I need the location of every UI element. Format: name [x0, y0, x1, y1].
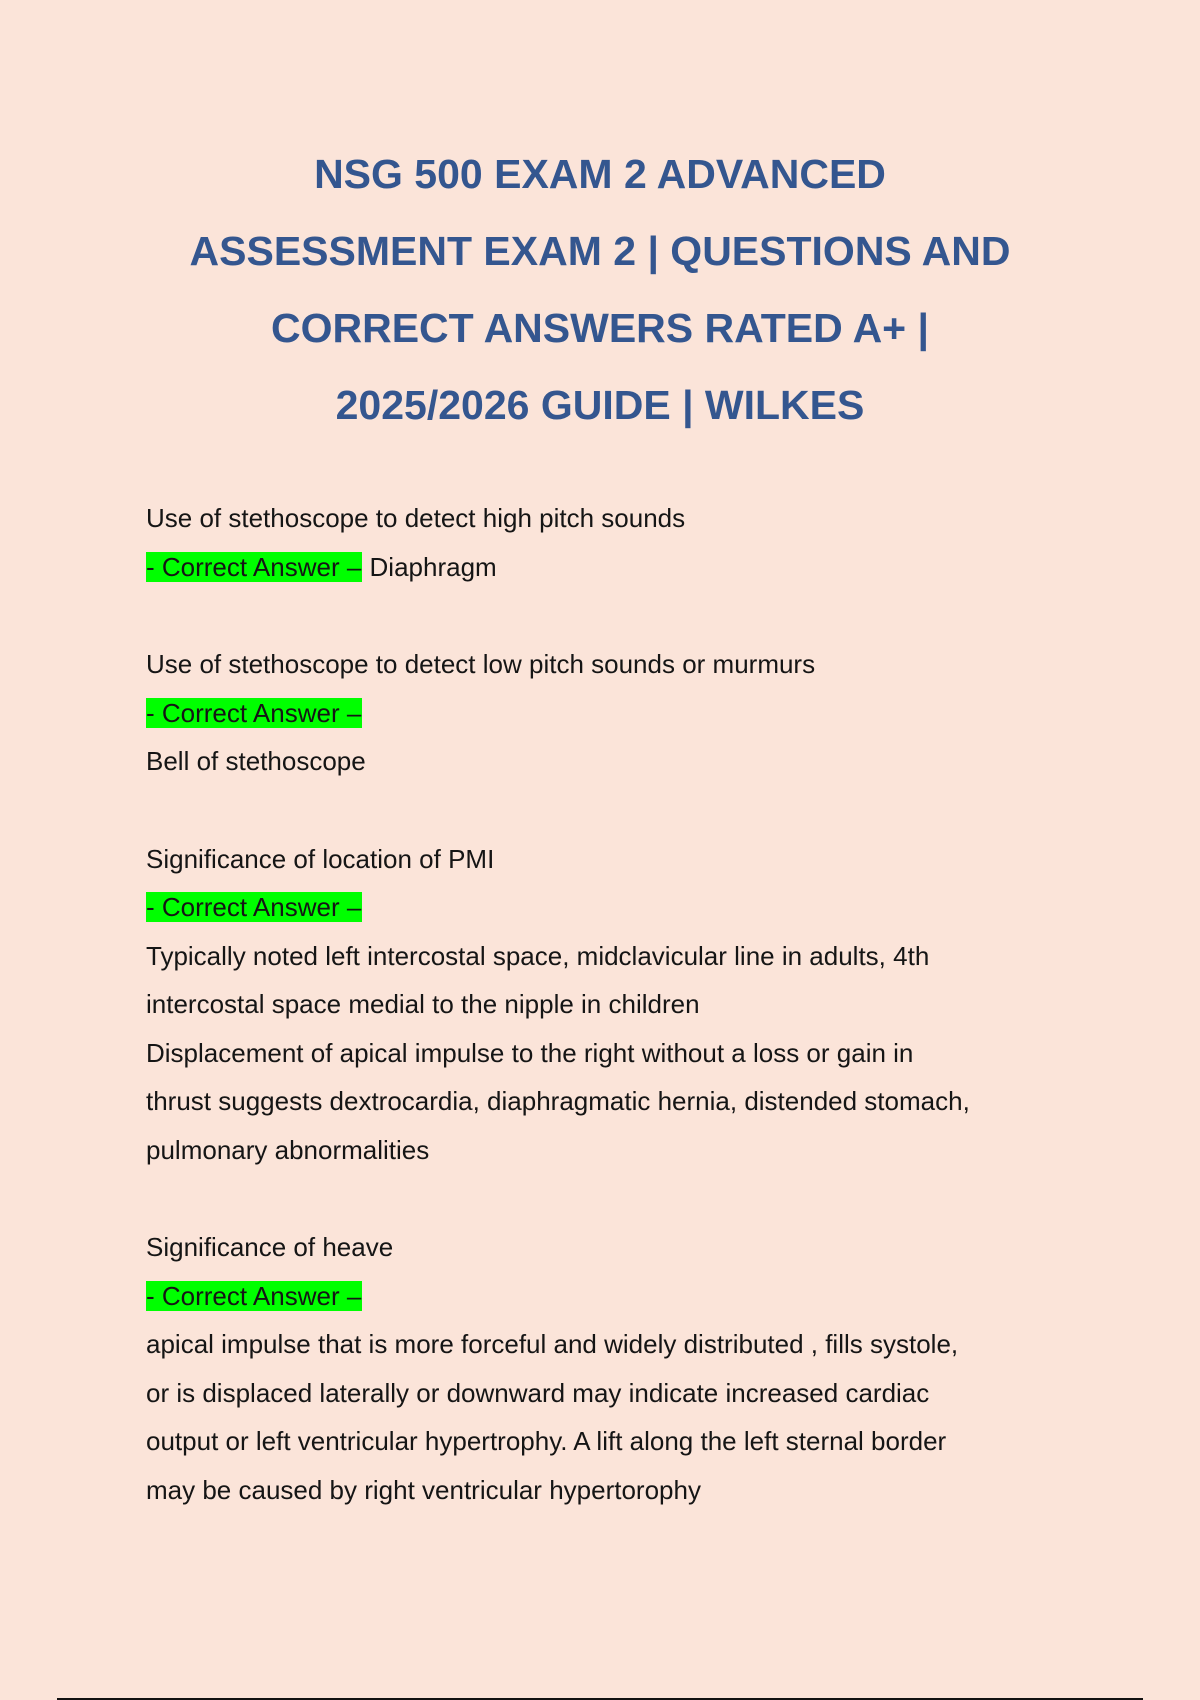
answer-marker-line: [146, 883, 1076, 932]
answer-text: intercostal space medial to the nipple in children: [146, 989, 700, 1019]
answer-text: thrust suggests dextrocardia, diaphragmatic hernia, distended stomach,: [146, 1086, 970, 1116]
title-line: CORRECT ANSWERS RATED A+ |: [270, 305, 929, 351]
answer-text: Displacement of apical impulse to the right without a loss or gain in: [146, 1037, 914, 1068]
answer-text: apical impulse that is more forceful and widely distributed , fills systole,: [146, 1329, 959, 1359]
question-text: Use of stethoscope to detect low pitch sounds or murmurs: [146, 649, 816, 679]
answer-text: Diaphragm: [369, 551, 497, 582]
correct-answer-marker: - Correct Answer –: [146, 1280, 362, 1311]
answer-text: output or left ventricular hypertrophy. A lift along the left sternal border: [146, 1426, 947, 1456]
answer-line: [146, 543, 1076, 592]
answer-marker-line: [146, 689, 1076, 738]
qa-item: [146, 835, 1076, 1175]
answer-text: Typically noted left intercostal space, midclavicular line in adults, 4th: [146, 940, 930, 971]
correct-answer-marker: - Correct Answer –: [146, 892, 362, 922]
answer-text: pulmonary abnormalities: [146, 1134, 430, 1165]
qa-item: [146, 1223, 1076, 1514]
title-line: NSG 500 EXAM 2 ADVANCED: [314, 151, 886, 197]
question-text: Significance of heave: [146, 1232, 394, 1262]
document-title: [140, 136, 1060, 444]
qa-item: [146, 494, 1076, 591]
qa-item: [146, 640, 1076, 786]
correct-answer-marker: - Correct Answer –: [146, 551, 362, 582]
answer-marker-line: [146, 1272, 1076, 1321]
correct-answer-marker: - Correct Answer –: [146, 697, 362, 728]
question-text: Significance of location of PMI: [146, 843, 495, 874]
answer-text: or is displaced laterally or downward may indicate increased cardiac: [146, 1377, 930, 1408]
qa-list: [146, 494, 1076, 1514]
title-line: ASSESSMENT EXAM 2 | QUESTIONS AND: [189, 228, 1011, 274]
answer-text: Bell of stethoscope: [146, 746, 366, 776]
answer-text: may be caused by right ventricular hypertorophy: [146, 1474, 701, 1505]
question-text: Use of stethoscope to detect high pitch sounds: [146, 503, 686, 533]
title-line: 2025/2026 GUIDE | WILKES: [335, 382, 865, 428]
